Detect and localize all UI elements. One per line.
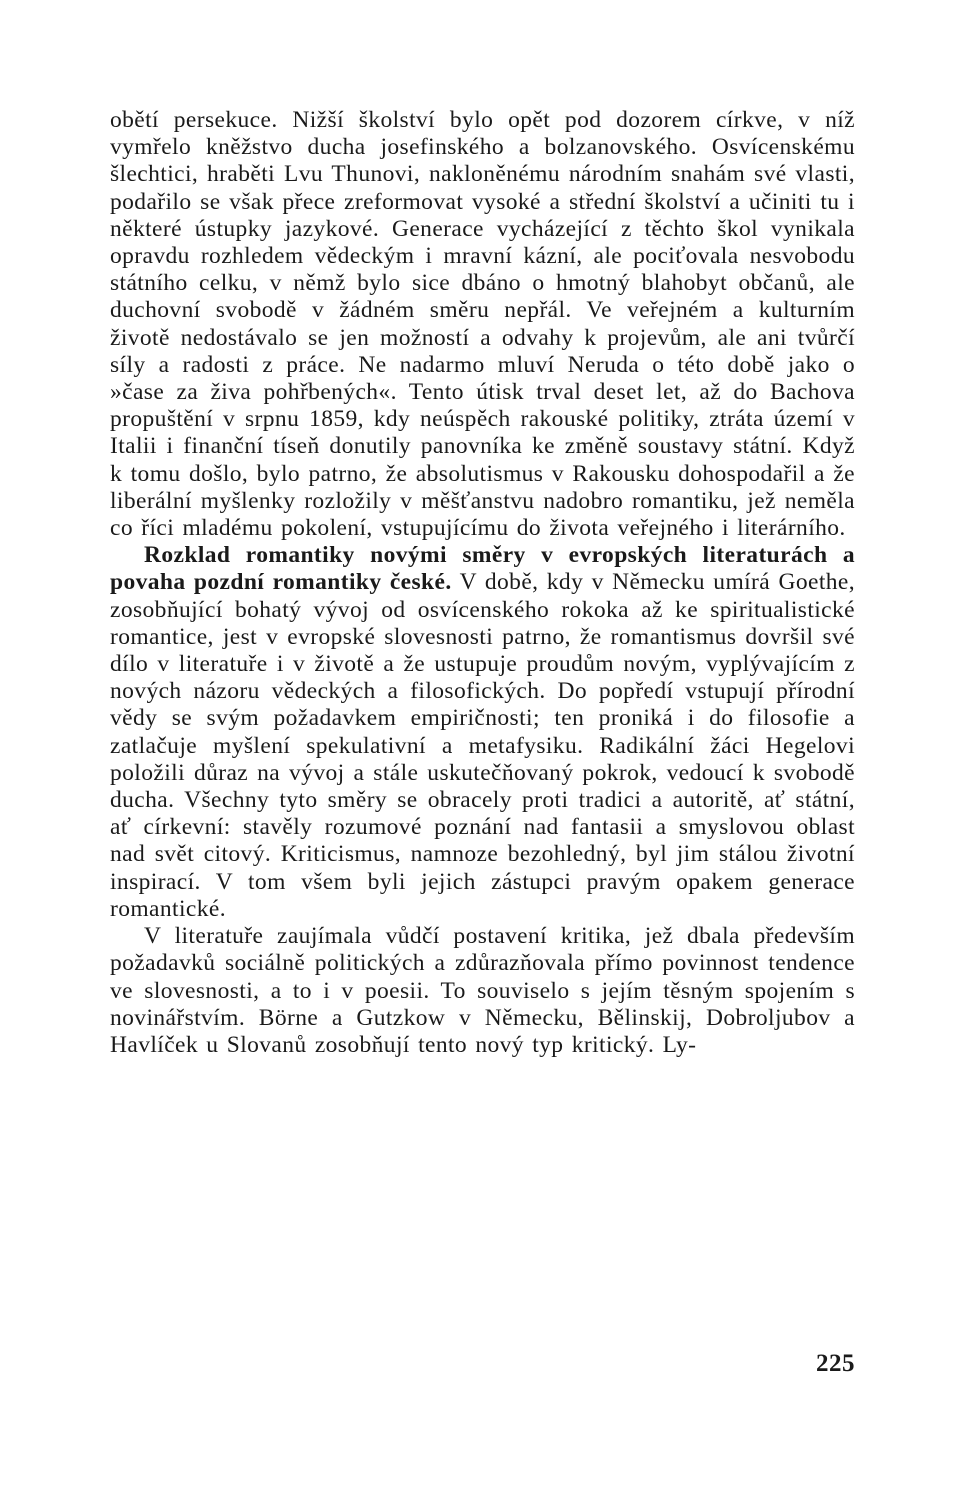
paragraph-1-text: obětí persekuce. Nižší školství bylo opět pod dozorem církve, v níž vymřelo kněžstvo ducha josefinského a bolzanovského. Osvícenskému šlechtici, hraběti Lvu Thunovi, nakloněnému národním snahám své vlasti, podařilo se však přece zreformovat vysoké a střední školství a učiniti tu i některé ústupky jazykové. Generace vycházející z těchto škol vynikala opravdu rozhledem vědeckým i mravní kázní, ale pociťovala nesvobodu státního celku, v němž bylo sice dbáno o hmotný blahobyt občanů, ale duchovní svobodě v žádném směru nepřál. Ve veřejném a kulturním životě nedostávalo se jen možností a odvahy k projevům, ale ani tvůrčí síly a radosti z práce. Ne nadarmo mluví Neruda o této době jako o »čase za živa pohřbených«. Tento útisk trval deset let, až do Bachova propuštění v srpnu 1859, kdy neúspěch rakouské politiky, ztráta území v Italii i finanční tíseň donutily panovníka ke změně soustavy státní. Když k tomu došlo, bylo patrno, že absolutismus v Rakousku dohospodařil a že liberální myšlenky rozložily v měšťanstvu nadobro romantiku, jež neměla co říci mladému pokolení, vstupujícímu do života veřejného i literárního. [110, 107, 855, 542]
page-body [110, 107, 855, 1059]
page-number: 225 [816, 1350, 855, 1377]
paragraph-3 [110, 923, 855, 1059]
paragraph-2 [110, 542, 855, 923]
paragraph-1 [110, 107, 855, 542]
paragraph-2-text: V době, kdy v Německu umírá Goethe, zosobňující bohatý vývoj od osvícenského rokoka až ke spiritualistické romantice, jest v evropské slovesnosti patrno, že romantismus dovršil své dílo v literatuře i v životě a že ustupuje proudům novým, vyplývajícím z nových názoru vědeckých a filosofických. Do popředí vstupují přírodní vědy se svým požadavkem empiričnosti; ten proniká i do filosofie a zatlačuje myšlení spekulativní a metafysiku. Radikální žáci Hegelovi položili důraz na vývoj a stále uskutečňovaný pokrok, vedoucí k svobodě ducha. Všechny tyto směry se obracely proti tradici a autoritě, ať státní, ať církevní: stavěly rozumové poznání nad fantasii a smyslovou oblast nad svět citový. Kriticismus, namnoze bezohledný, byl jim stálou životní inspirací. V tom všem byli jejich zástupci pravým opakem generace romantické. [110, 569, 856, 922]
section-heading: Rozklad romantiky novými směry v evropských literaturách a povaha pozdní romantiky české. [110, 542, 855, 596]
paragraph-3-text: V literatuře zaujímala vůdčí postavení kritika, jež dbala především požadavků sociálně politických a zdůrazňovala přímo povinnost tendence ve slovesnosti, a to i v poesii. To souviselo s jejím těsným spojením s novinářstvím. Börne a Gutzkow v Německu, Bělinskij, Dobroljubov a Havlíček u Slovanů zosobňují tento nový typ kritický. Ly- [110, 923, 855, 1058]
